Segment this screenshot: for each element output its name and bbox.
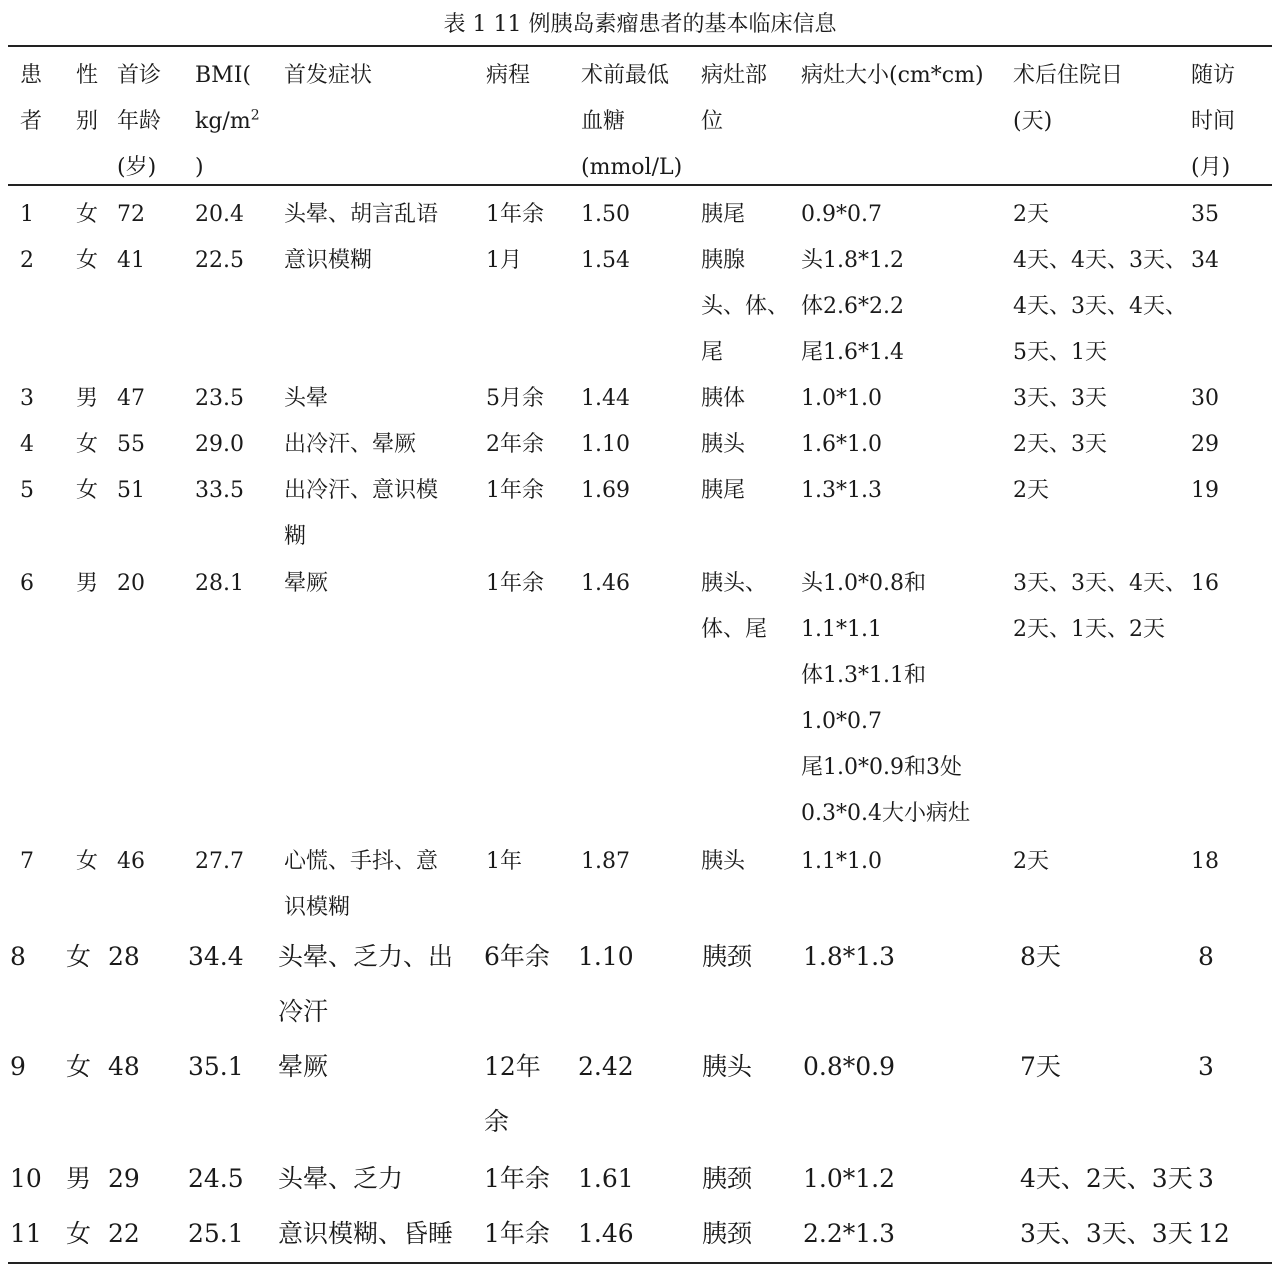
cell-sex: 女 [76,432,99,457]
cell-bmi: 35.1 [188,1052,244,1081]
cell-course: 1年余 [486,478,544,503]
cell-bmi: 34.4 [188,942,244,971]
cell-age: 72 [117,202,145,227]
header-patient-no: 患 者 [20,63,43,134]
cell-lesion-site: 胰尾 [701,478,746,503]
cell-first-symptom: 头晕、乏力、出 冷汗 [278,942,454,1026]
cell-patient-no: 10 [10,1164,42,1193]
cell-course: 1年余 [486,571,544,596]
cell-lesion-site: 胰颈 [702,1219,753,1248]
cell-patient-no: 6 [20,571,34,596]
cell-lesion-site: 胰腺 头、体、 尾 [701,248,790,365]
cell-sex: 女 [76,849,99,874]
cell-sex: 女 [66,942,92,971]
cell-postop-stay: 3天、3天、3天 [1020,1219,1193,1248]
cell-patient-no: 1 [20,202,34,227]
cell-patient-no: 3 [20,386,34,411]
cell-first-symptom: 出冷汗、意识模 糊 [284,478,439,549]
cell-course: 1月 [486,248,522,273]
cell-bmi: 20.4 [195,202,244,227]
cell-age: 47 [117,386,145,411]
bmi-unit-superscript: 2 [250,107,260,124]
cell-sex: 男 [76,386,99,411]
cell-patient-no: 2 [20,248,34,273]
cell-lesion-size: 1.3*1.3 [801,478,882,503]
cell-patient-no: 9 [10,1052,26,1081]
cell-min-glucose: 1.87 [581,849,630,874]
cell-postop-stay: 3天、3天、4天、 2天、1天、2天 [1013,571,1187,642]
cell-lesion-size: 2.2*1.3 [803,1219,896,1248]
cell-postop-stay: 4天、2天、3天 [1020,1164,1193,1193]
cell-sex: 女 [76,478,99,503]
cell-sex: 女 [66,1052,92,1081]
cell-lesion-site: 胰尾 [701,202,746,227]
cell-lesion-size: 1.0*1.0 [801,386,882,411]
cell-age: 22 [108,1219,140,1248]
cell-sex: 女 [76,202,99,227]
cell-min-glucose: 1.69 [581,478,630,503]
cell-course: 1年余 [484,1164,550,1193]
cell-lesion-site: 胰头 [701,849,746,874]
cell-sex: 男 [76,571,99,596]
cell-followup: 29 [1191,432,1219,457]
header-postop-stay: 术后住院日 (天) [1013,63,1124,134]
cell-followup: 34 [1191,248,1219,273]
cell-followup: 12 [1198,1219,1230,1248]
cell-age: 48 [108,1052,140,1081]
cell-lesion-size: 0.8*0.9 [803,1052,896,1081]
cell-min-glucose: 1.61 [578,1164,634,1193]
cell-age: 29 [108,1164,140,1193]
cell-lesion-size: 1.1*1.0 [801,849,882,874]
table-bottom-rule [8,1262,1272,1264]
cell-min-glucose: 1.46 [581,571,630,596]
cell-course: 12年 余 [484,1052,541,1136]
cell-lesion-site: 胰颈 [702,942,753,971]
cell-patient-no: 7 [20,849,34,874]
header-age: 首诊 年龄 (岁) [117,63,162,180]
cell-age: 51 [117,478,145,503]
cell-lesion-site: 胰颈 [702,1164,753,1193]
cell-course: 1年余 [484,1219,550,1248]
cell-age: 41 [117,248,145,273]
cell-first-symptom: 晕厥 [284,571,329,596]
header-followup: 随访 时间 (月) [1191,63,1236,180]
cell-postop-stay: 4天、4天、3天、 4天、3天、4天、 5天、1天 [1013,248,1187,365]
cell-bmi: 25.1 [188,1219,244,1248]
cell-postop-stay: 2天 [1013,202,1049,227]
cell-bmi: 33.5 [195,478,244,503]
cell-lesion-site: 胰头 [702,1052,753,1081]
cell-min-glucose: 1.54 [581,248,630,273]
cell-lesion-size: 1.6*1.0 [801,432,882,457]
cell-first-symptom: 晕厥 [278,1052,329,1081]
cell-min-glucose: 1.44 [581,386,630,411]
cell-course: 2年余 [486,432,544,457]
cell-min-glucose: 1.10 [578,942,634,971]
cell-postop-stay: 8天 [1020,942,1061,971]
cell-postop-stay: 2天、3天 [1013,432,1107,457]
cell-lesion-site: 胰体 [701,386,746,411]
cell-lesion-size: 1.0*1.2 [803,1164,896,1193]
cell-lesion-size: 头1.8*1.2 体2.6*2.2 尾1.6*1.4 [801,248,904,365]
cell-patient-no: 8 [10,942,26,971]
cell-course: 6年余 [484,942,550,971]
cell-patient-no: 5 [20,478,34,503]
cell-sex: 女 [66,1219,92,1248]
cell-followup: 35 [1191,202,1219,227]
cell-followup: 30 [1191,386,1219,411]
bmi-unit-close: ) [195,155,204,180]
cell-followup: 19 [1191,478,1219,503]
cell-bmi: 28.1 [195,571,244,596]
cell-lesion-size: 1.8*1.3 [803,942,896,971]
cell-bmi: 22.5 [195,248,244,273]
cell-min-glucose: 1.50 [581,202,630,227]
header-bmi: BMI( $kg/m^2$ ) [195,63,260,180]
cell-course: 1年余 [486,202,544,227]
cell-age: 20 [117,571,145,596]
cell-followup: 3 [1198,1052,1214,1081]
cell-lesion-size: 0.9*0.7 [801,202,882,227]
cell-sex: 男 [66,1164,92,1193]
cell-bmi: 23.5 [195,386,244,411]
cell-followup: 16 [1191,571,1219,596]
cell-sex: 女 [76,248,99,273]
cell-patient-no: 11 [10,1219,42,1248]
cell-age: 55 [117,432,145,457]
cell-followup: 3 [1198,1164,1214,1193]
cell-lesion-site: 胰头 [701,432,746,457]
cell-min-glucose: 2.42 [578,1052,634,1081]
cell-first-symptom: 头晕、乏力 [278,1164,404,1193]
cell-bmi: 24.5 [188,1164,244,1193]
cell-age: 46 [117,849,145,874]
header-lesion-size: 病灶大小(cm*cm) [801,63,984,88]
cell-followup: 18 [1191,849,1219,874]
cell-postop-stay: 2天 [1013,849,1049,874]
cell-first-symptom: 出冷汗、晕厥 [284,432,417,457]
cell-course: 1年 [486,849,522,874]
cell-min-glucose: 1.10 [581,432,630,457]
cell-bmi: 27.7 [195,849,244,874]
header-min-glucose: 术前最低 血糖 (mmol/L) [581,63,683,180]
cell-min-glucose: 1.46 [578,1219,634,1248]
cell-patient-no: 4 [20,432,34,457]
cell-postop-stay: 3天、3天 [1013,386,1107,411]
cell-lesion-site: 胰头、 体、尾 [701,571,768,642]
header-lesion-site: 病灶部 位 [701,63,768,134]
cell-age: 28 [108,942,140,971]
cell-postop-stay: 2天 [1013,478,1049,503]
cell-first-symptom: 头晕 [284,386,329,411]
cell-lesion-size: 头1.0*0.8和 1.1*1.1 体1.3*1.1和 1.0*0.7 尾1.0*0.9和3处 0.3*0.4大小病灶 [801,571,970,826]
header-sex: 性 别 [76,63,99,134]
cell-first-symptom: 心慌、手抖、意 识模糊 [284,849,439,920]
cell-first-symptom: 意识模糊 [284,248,373,273]
cell-followup: 8 [1198,942,1214,971]
header-course: 病程 [486,63,531,88]
table-title: 表 1 11 例胰岛素瘤患者的基本临床信息 [443,12,837,37]
cell-first-symptom: 意识模糊、昏睡 [278,1219,454,1248]
table-top-rule [8,45,1272,47]
cell-bmi: 29.0 [195,432,244,457]
cell-first-symptom: 头晕、胡言乱语 [284,202,439,227]
header-first-symptom: 首发症状 [284,63,373,88]
cell-course: 5月余 [486,386,544,411]
cell-postop-stay: 7天 [1020,1052,1061,1081]
